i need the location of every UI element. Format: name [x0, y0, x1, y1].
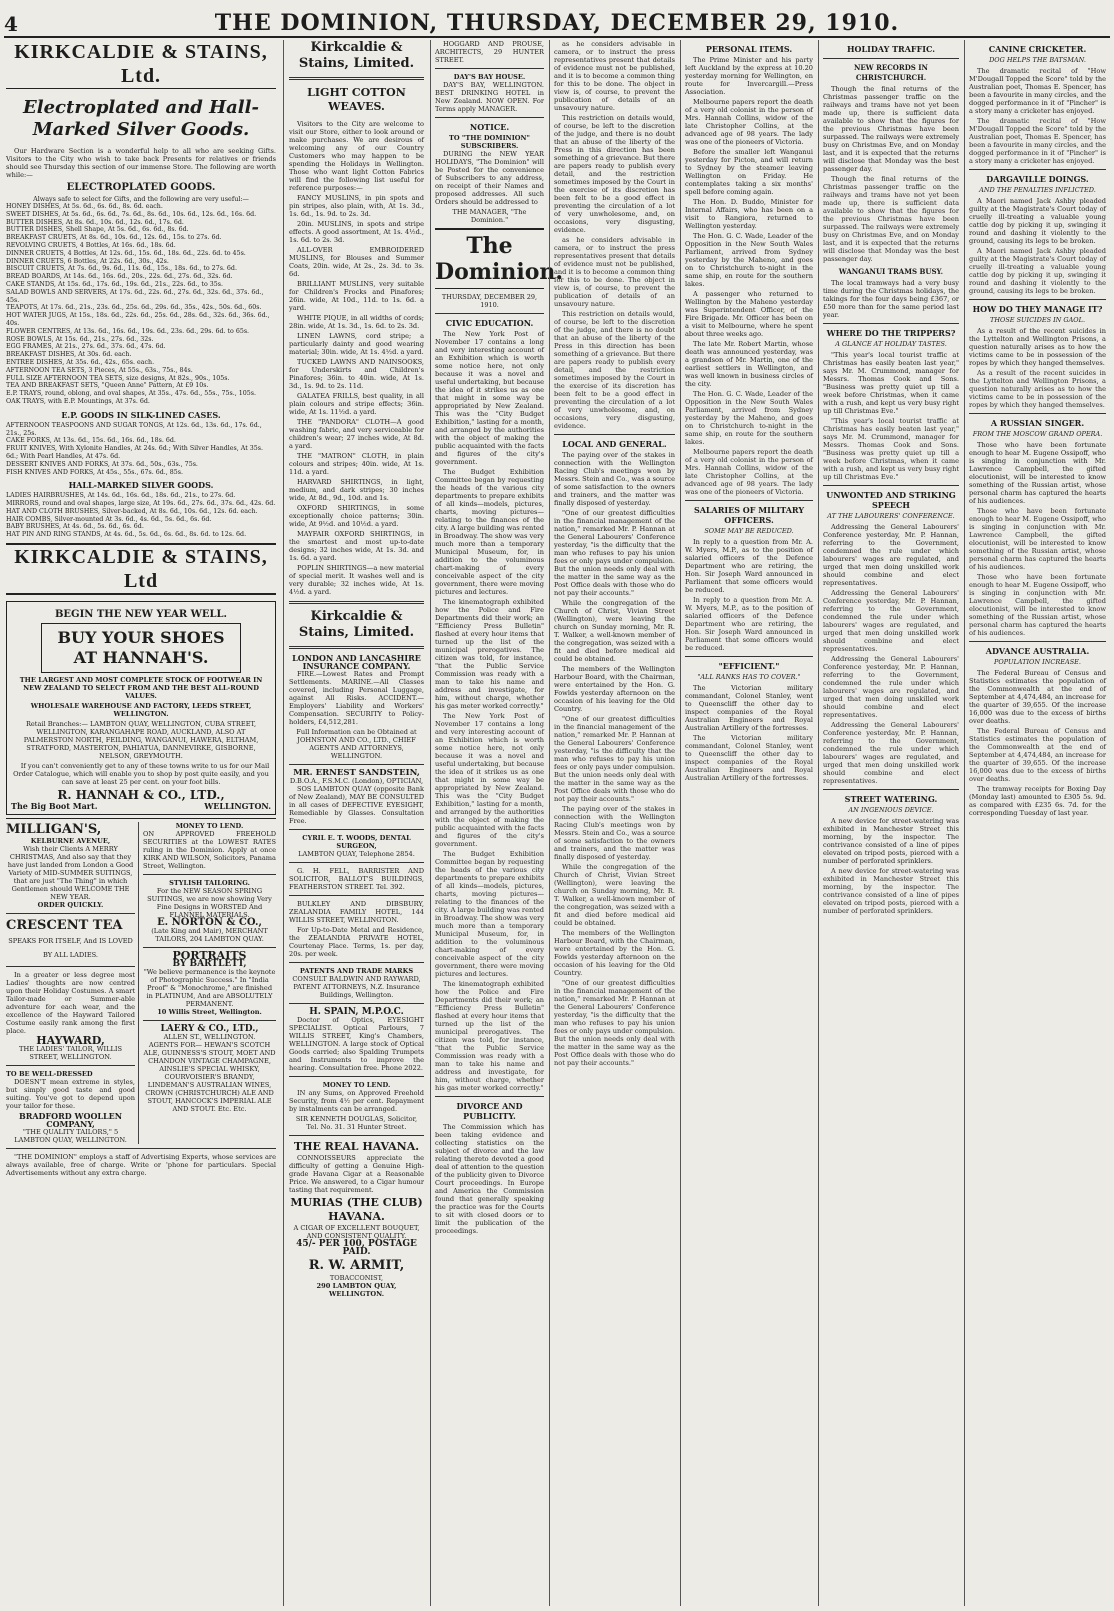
electroplated-section: ELECTROPLATED GOODS. — [66, 182, 216, 193]
personal-paragraph: The Hon. G. C. Wade, Leader of the Opposition in the New South Wales Parliament, arrived from Sydney yesterday by the Maheno, and goes on to Christchurch to-night in the same ship, en route for the southern lakes. — [685, 232, 813, 288]
local-paragraph: The members of the Wellington Harbour Board, with the Chairman, were entertained by the Hon. G. Fowlds yesterday afternoon on the occasion of his leaving for the Old Country. — [554, 665, 675, 713]
civic-paragraph: The New York Post of November 17 contains a long and very interesting account of an Exhibition which is worth some notice here, not only because it was a novel and useful undertaking, but because the idea of it strikes us as one that might in some way be appropriated by New Zealand. This was the "City Budget Exhibition," lasting for a month, and arranged by the authorities with the object of making the public acquainted with the facts and figures of the city's government. — [435, 330, 544, 466]
milligan-body: Wish their Clients A MERRY CHRISTMAS, And also say that they have just landed from London a Good Variety of MID-SUMMER SUITINGS, that are just "The Thing" in which Gentlemen should WELCOME THE NEW YEAR. — [7, 845, 134, 902]
singer-body: Those who have been fortunate enough to hear M. Eugene Ossipoff, who is singing in conjunction with Mr. Lawrence Campbell, the gifted elocutionist, will be interested to know something of the Russian artist, whose personal charm has captured the hearts of his audiences. — [969, 507, 1106, 571]
civic-paragraph: The New York Post of November 17 contains a long and very interesting account of an Exhibition which is worth some notice here, not only because it was a novel and useful undertaking, but because the idea of it strikes us as one that might in some way be appropriated by New Zealand. This was the "City Budget Exhibition," lasting for a month, and arranged by the authorities with the object of making the public acquainted with the facts and figures of the city's government. — [435, 712, 544, 848]
patents-heading: PATENTS AND TRADE MARKS — [299, 967, 414, 975]
hayward-tagline: THE LADIES' TAILOR, WILLIS STREET, WELLINGTON. — [19, 1045, 122, 1062]
column-6 — [818, 40, 963, 1606]
holiday-heading: HOLIDAY TRAFFIC. — [846, 44, 936, 54]
local-paragraph: While the congregation of the Church of Christ, Vivian Street (Wellington), were leaving the church on Sunday morning, Mr. R. T. Walker, a well-known member of the congregation, was seized with a fit and died before medical aid could be obtained. — [554, 863, 675, 927]
price-item: DINNER CRUETS, 6 Bottles, At 22s. 6d., 30s., 42s. — [6, 257, 169, 265]
laery-address: ALLEN ST., WELLINGTON. — [163, 1033, 256, 1042]
money-heading-2: MONEY TO LEND. — [322, 1081, 391, 1089]
bradford-heading: TO BE WELL-DRESSED — [6, 1070, 93, 1079]
patents-body: CONSULT BALDWIN AND RAYWARD, PATENT ATTORNEYS, N.Z. Insurance Buildings, Wellington. — [292, 975, 421, 999]
price-item: ROSE BOWLS, At 15s. 6d., 21s., 27s. 6d., 32s. — [6, 335, 154, 343]
column-5 — [680, 40, 817, 1606]
price-item: BUTTER DISHES, Shell Shape, At 5s. 6d., 6s. 6d., 8s. 6d. — [6, 226, 189, 234]
price-item: BREAD BOARDS, At 14s. 6d., 16s. 6d., 20s., 22s. 6d., 27s. 6d., 32s. 6d. — [6, 273, 233, 281]
price-item: SWEET DISHES, At 5s. 6d., 6s. 6d., 7s. 6d., 8s. 6d., 10s. 6d., 12s. 6d., 16s. 6d. — [6, 210, 257, 218]
hotel-advert: For Up-to-Date Metal and Residence, the ZEALANDIA PRIVATE HOTEL, Courtenay Place. Terms, 1s. per day, 20s. per week. — [289, 926, 424, 958]
advance-heading: ADVANCE AUSTRALIA. — [985, 646, 1090, 656]
singer-body: Those who have been fortunate enough to hear M. Eugene Ossipoff, who is singing in conjunction with Mr. Lawrence Campbell, the gifted elocutionist, will be interested to know something of the Russian artist, whose personal charm has captured the hearts of his audiences. — [969, 441, 1106, 505]
civic-heading: CIVIC EDUCATION. — [445, 318, 534, 328]
kirkcaldie-footer: KIRKCALDIE & STAINS, Ltd — [6, 543, 276, 595]
kirkcaldie-brand-3: Kirkcaldie & Stains, Limited. — [298, 609, 415, 640]
portraits-address: 10 Willis Street, Wellington. — [157, 1008, 262, 1017]
cotton-item: MAYFAIR OXFORD SHIRTINGS, in the smartest and most up-to-date designs; 32 inches wide, At 1s. 3d. and 1s. 6d. a yard. — [289, 530, 424, 562]
hannah-headline: BEGIN THE NEW YEAR WELL. — [54, 609, 228, 621]
unwonted-body: Addressing the General Labourers' Conference yesterday, Mr. P. Hannan, referring to the Government, condemned the rule under which labourers' wages are regulated, and urged that men doing unskilled work should combine and elect representatives. — [823, 721, 959, 785]
money-body-2: IN any Sums, on Approved Freehold Security, from 4½ per cent. Repayment by instalments can be arranged. — [289, 1089, 424, 1113]
insurance-body: FIRE.—Lowest Rates and Prompt Settlements. MARINE.—All Classes covered, including Personal Luggage, against All Risks. ACCIDENT.—Employers' Liability and Workers' Compensation. SECURITY to Policy-holders, £4,512,281. — [289, 670, 424, 726]
column-2 — [283, 40, 429, 1606]
murias-heading: MURIAS (THE CLUB) HAVANA. — [290, 1196, 423, 1223]
hayward-body: In a greater or less degree most Ladies' thoughts are now centred upon their Holiday Costumes. A smart Tailor-made or Summer-able adventure for each wear, and the excellence of the Hayward Tailored Costume easily rank among the first place. — [6, 971, 136, 1036]
personal-heading: PERSONAL ITEMS. — [705, 44, 793, 54]
canine-body: The dramatic recital of "How M'Dougall Topped the Score" told by the Australian poet, Thomas E. Spencer, has been a favourite in many circles, and the dogged performance in it of "Pincher" is a story many a cricketer has enjoyed. — [969, 117, 1106, 165]
hannah-advert — [6, 601, 276, 815]
tramway-body: The tramway receipts for Boxing Day (Monday last) amounted to £305 5s. 9d. as compared with £235 6s. 7d. for the corresponding Tuesday of last year. — [969, 785, 1106, 817]
how-body: As a result of the recent suicides in the Lyttelton and Wellington Prisons, a question naturally arises as to how the victims came to be in possession of the ropes by which they hanged themselves. — [969, 327, 1106, 367]
advance-body: The Federal Bureau of Census and Statistics estimates the population of the Commonwealth at the end of September at 4,474,484, an increase for the quarter of 39,655. Of the increase 16,000 was due to the excess of births over deaths. — [969, 669, 1106, 725]
price-item: MIRRORS, round and oval shapes, large size, At 19s. 6d., 27s. 6d., 37s. 6d., 42s. 6d. — [6, 500, 276, 508]
salaries-body: In reply to a question from Mr. A. W. Myers, M.P., as to the position of salaried officers of the Defence Department who are retiring, the Hon. Sir Joseph Ward announced in Parliament that some officers would be reduced. — [685, 596, 813, 652]
singer-heading: A RUSSIAN SINGER. — [990, 418, 1085, 428]
local-paragraph: The members of the Wellington Harbour Board, with the Chairman, were entertained by the Hon. G. Fowlds yesterday afternoon on the occasion of his leaving for the Old Country. — [554, 929, 675, 977]
personal-paragraph: Melbourne papers report the death of a very old colonist in the person of Mrs. Hannah Collins, widow of the late Christopher Collins, at the advanced age of 98 years. The lady was one of the pioneers of Victoria. — [685, 448, 813, 496]
personal-paragraph: The Hon. G. C. Wade, Leader of the Opposition in the New South Wales Parliament, arrived from Sydney yesterday by the Maheno, and goes on to Christchurch to-night in the same ship, en route for the southern lakes. — [685, 390, 813, 446]
hannah-warehouse: WHOLESALE WAREHOUSE AND FACTORY, LEEDS STREET, WELLINGTON. — [30, 702, 252, 719]
days-bay-body: DAY'S BAY, WELLINGTON. BEST DRINKING HOTEL in New Zealand. NOW OPEN. For Terms apply MANAGER. — [435, 81, 544, 113]
holiday-body: Though the final returns of the Christmas passenger traffic on the railways and trams have not yet been made up, there is sufficient data available to show that the figures for the previous Christmas have been surpassed. The railways were extremely busy on Christmas Eve, and on Monday last, and it is expected that the returns will disclose that Monday was the best passenger day. — [823, 175, 959, 263]
trippers-heading: WHERE DO THE TRIPPERS? — [826, 328, 956, 338]
divorce-body: The Commission which has been taking evidence and collecting statistics on the subject of divorce and the law relating thereto devoted a good deal of attention to the question of the publicity given to Divorce Court proceedings. In Europe and America the Commission found that generally speaking the practice was for the Courts to sit with closed doors or to limit the publication of the proceedings. — [435, 1123, 544, 1235]
local-general-heading: LOCAL AND GENERAL. — [562, 439, 667, 449]
money-signature: SIR KENNETH DOUGLAS, Solicitor, Tel. No. 31. 31 Hunter Street. — [295, 1115, 418, 1131]
local-paragraph: The paying over of the stakes in connection with the Wellington Racing Club's meetings won by Messrs. Stein and Co., was a source of some satisfaction to the owners and trainers, and the matter was finally disposed of yesterday. — [554, 451, 675, 507]
cotton-item: TUCKED LAWNS AND NAINSOOKS, for Underskirts and Children's Pinafores; 36in. to 40in. wide, At 1s. 3d., 1s. 9d. to 2s. 11d. — [289, 358, 424, 390]
how-subheading: THOSE SUICIDES IN GAOL. — [989, 316, 1086, 324]
personal-paragraph: The Prime Minister and his party left Auckland by the express at 10.20 yesterday morning for Wellington, en route for Invercargill.—Press Association. — [685, 56, 813, 96]
column-7 — [964, 40, 1110, 1606]
personal-paragraph: The Hon. D. Buddo, Minister for Internal Affairs, who has been on a visit to Rangiora, returned to Wellington yesterday. — [685, 198, 813, 230]
spain-name: H. SPAIN, M.P.O.C. — [309, 1007, 404, 1017]
holiday-subheading: NEW RECORDS IN CHRISTCHURCH. — [854, 63, 928, 82]
masthead — [4, 8, 1110, 38]
cotton-item: ALL-OVER EMBROIDERED MUSLINS, for Blouses and Summer Coats, 20in. wide, At 2s., 2s. 3d. to 3s. 6d. — [289, 246, 424, 278]
norton-name: E. NORTON & CO., — [157, 917, 262, 929]
salaries-heading: SALARIES OF MILITARY OFFICERS. — [693, 505, 805, 525]
column-4 — [549, 40, 679, 1606]
price-item: FLOWER CENTRES, At 13s. 6d., 16s. 6d., 19s. 6d., 23s. 6d., 29s. 6d. to 65s. — [6, 327, 250, 335]
price-item: BABY BRUSHES, At 4s. 6d., 5s. 6d., 6s. 6d. — [6, 523, 144, 531]
dargaville-subheading: AND THE PENALTIES INFLICTED. — [979, 186, 1096, 194]
sandstein-tagline: D.B.O.A., F.S.M.C. (London), OPTICIAN, — [289, 777, 424, 785]
street-watering-body: A new device for street-watering was exhibited in Manchester Street this morning, by the inspector. The contrivance consisted of a line of pipes elevated on tripod posts, pierced with a number of perforated sprinklers. — [823, 817, 959, 865]
singer-body: Those who have been fortunate enough to hear M. Eugene Ossipoff, who is singing in conjunction with Mr. Lawrence Campbell, the gifted elocutionist, will be interested to know something of the Russian artist, whose personal charm has captured the hearts of his audiences. — [969, 573, 1106, 637]
street-watering-subheading: AN INGENIOUS DEVICE. — [848, 806, 934, 814]
dargaville-heading: DARGAVILLE DOINGS. — [986, 174, 1089, 184]
cotton-list — [289, 194, 424, 596]
notice-body: DURING the NEW YEAR HOLIDAYS, "The Dominion" will be Posted for the convenience of Subscribers to any address, on receipt of their Names and proposed addresses. All such Orders should be addressed to — [435, 150, 544, 206]
milligan-cta: ORDER QUICKLY. — [37, 901, 104, 910]
civic-paragraph: The kinematograph exhibited how the Police and Fire Departments did their work; an "Efficiency Press Bulletin" flashed at every hour items that turned up the list of the municipal prerogatives. The citizen was told, for instance, "that the Public Service Commission was ready with a man to take his name and address and investigate, for him, without charge, whether his gas meter worked correctly." — [435, 980, 544, 1092]
local-paragraph: "One of our greatest difficulties in the financial management of the nation," remarked Mr. P. Hannan at the General Labourers' Conference yesterday, "is the difficulty that the man who refuses to pay his union fees or only pays under compulsion. But the union needs only deal with the matter in the same way as the Post Office deals with those who do not pay their accounts." — [554, 979, 675, 1067]
havana-heading: THE REAL HAVANA. — [293, 1140, 420, 1153]
crescent-tea-body: SPEAKS FOR ITSELF, And IS LOVED BY ALL LADIES. — [8, 937, 133, 960]
hannah-branches: Retail Branches:— LAMBTON QUAY, WELLINGTON, CUBA STREET, WELLINGTON, KARANGAHAPE ROAD, AUCKLAND, ALSO AT PALMERSTON NORTH, FEILDING, WANGANUI, HAWERA, ELTHAM, STRATFORD, MASTERTON, PAHIATUA, DANNEVIRKE, GISBORNE, NELSON, GREYMOUTH. — [23, 720, 259, 761]
cotton-item: HARVARD SHIRTINGS, in light, medium, and dark stripes; 30 inches wide, At 8d., 9d., 10d. and 1s. — [289, 478, 424, 502]
cotton-item: OXFORD SHIRTINGS, in some exceptionally choice patterns; 30in. wide, At 9½d. and 10½d. a yard. — [289, 504, 424, 528]
street-watering-heading: STREET WATERING. — [844, 794, 938, 804]
price-item: DINNER CRUETS, 4 Bottles, At 12s. 6d., 15s. 6d., 18s. 6d., 22s. 6d. to 45s. — [6, 249, 246, 257]
price-item: BREAKFAST DISHES, At 30s. 6d. each. — [6, 351, 132, 359]
price-item: LADIES HAIRBRUSHES, At 14s. 6d., 16s. 6d., 18s. 6d., 21s., to 27s. 6d. — [6, 492, 236, 500]
canine-heading: CANINE CRICKETER. — [988, 44, 1087, 54]
armit-tagline: TOBACCONIST, — [329, 1274, 384, 1282]
editorial-date: THURSDAY, DECEMBER 29, 1910. — [441, 293, 538, 309]
price-item: TEA AND BREAKFAST SETS, "Queen Anne" Pattern, At £9 10s. — [6, 382, 209, 390]
wanganui-subheading: WANGANUI TRAMS BUSY. — [838, 267, 944, 276]
armit-address: 290 LAMBTON QUAY, WELLINGTON. — [316, 1282, 397, 1298]
price-item: HAT AND CLOTH BRUSHES, Silver-backed, At 8s. 6d., 10s. 6d., 12s. 6d. each. — [6, 507, 258, 515]
price-item: HONEY DISHES, At 5s. 6d., 6s. 6d., 8s. 6d. each. — [6, 203, 163, 210]
price-list-3 — [6, 492, 276, 539]
local-paragraph: "One of our greatest difficulties in the financial management of the nation," remarked Mr. P. Hannan at the General Labourers' Conference yesterday, "is the difficulty that the man who refuses to pay his union fees or only pays under compulsion. But the union needs only deal with the matter in the same way as the Post Office deals with those who do not pay their accounts." — [554, 715, 675, 803]
price-item: AFTERNOON TEASPOONS AND SUGAR TONGS, At 12s. 6d., 13s. 6d., 17s. 6d., 21s., 25s. — [6, 421, 262, 437]
price-item: FRUIT KNIVES, With Xylonite Handles, At 24s. 6d.; With Silver Handles, At 35s. 6d.; With Pearl Handles, At 47s. 6d. — [6, 445, 263, 460]
crescent-tea-name: CRESCENT TEA — [6, 918, 123, 934]
civic-paragraph: The Budget Exhibition Committee began by requesting the heads of the various city departments to prepare exhibits of all kinds—models, pictures, charts, moving pictures—relating to the finances of the city. A large building was rented in Broadway. The show was very much more than a temporary Municipal Museum, for, in addition to the voluminous chart-making of every conceivable aspect of the city government, there were moving pictures and lectures. — [435, 850, 544, 978]
singer-subheading: FROM THE MOSCOW GRAND OPERA. — [972, 430, 1103, 438]
dargaville-body: A Maori named Jack Ashby pleaded guilty at the Magistrate's Court today of cruelly ill-treating a valuable young cattle dog by picking it up, swinging it round and dashing it violently to the ground, causing its legs to be broken. — [969, 197, 1106, 245]
intro-text: Our Hardware Section is a wonderful help to all who are seeking Gifts. Visitors to the City who wish to take back Presents for relatives or friends should see Thursday this section of our immense Store. The following are worth while:— — [6, 147, 276, 179]
notice-signature: THE MANAGER, "The Dominion." — [452, 208, 527, 224]
price-item: FULL SIZE AFTERNOON TEA SETS, size designs, At 82s., 90s., 105s. — [6, 374, 230, 382]
trippers-body: "This year's local tourist traffic at Christmas has easily beaten last year," says Mr. M. Crummond, manager for Messrs. Thomas Cook and Sons. "Business was pretty quiet up till a week before Christmas, when it came with a rush, and kept us very busy right up till Christmas Eve." — [823, 417, 959, 481]
price-item: HOT WATER JUGS, At 15s., 18s. 6d., 22s. 6d., 25s. 6d., 28s. 6d., 32s. 6d., 36s. 6d., 40s. — [6, 312, 270, 327]
laery-body: AGENTS FOR— HEWAN'S SCOTCH ALE, GUINNESS'S STOUT, MOET AND CHANDON VINTAGE CHAMPAGNE, AINSLIE'S SPECIAL WHISKY, COURVOISIER'S BRANDY, LINDEMAN'S AUSTRALIAN WINES, CROWN (CHRISTCHURCH) ALE AND STOUT, HANCOCK'S IMPERIAL ALE AND STOUT. Etc. Etc. — [143, 1041, 276, 1114]
personal-paragraph: Melbourne papers report the death of a very old colonist in the person of Mrs. Hannah Collins, widow of the late Christopher Collins, at the advanced age of 98 years. The lady was one of the pioneers of Victoria. — [685, 98, 813, 146]
price-item: BISCUIT CRUETS, At 7s. 6d., 9s. 6d., 11s. 6d., 15s., 18s. 6d., to 27s. 6d. — [6, 265, 237, 273]
section-note: Always safe to select for Gifts, and the following are very useful:— — [33, 195, 249, 203]
milligan-name: MILLIGAN'S, — [6, 822, 102, 838]
electroplated-heading: Electroplated and Hall-Marked Silver Goods. — [23, 97, 259, 140]
how-body: As a result of the recent suicides in the Lyttelton and Wellington Prisons, a question naturally arises as to how the victims came to be in possession of the ropes by which they hanged themselves. — [969, 369, 1106, 409]
article-paragraph: as he considers advisable in camera, or to instruct the press representatives present that details of evidence must not be published, and it is to become a common thing for this to be done. The object in view is, of course, to prevent the publication of details of an unsavoury nature. — [554, 40, 675, 112]
price-item: OAK TRAYS, with E.P. Mountings, At 37s. 6d. — [6, 397, 150, 405]
money-body: ON APPROVED FREEHOLD SECURITIES at the LOWEST RATES ruling in the Dominion. Apply at once KIRK AND WILSON, Solicitors, Panama Street, Wellington. — [143, 830, 276, 871]
civic-paragraph: The kinematograph exhibited how the Police and Fire Departments did their work; an "Efficiency Press Bulletin" flashed at every hour items that turned up the list of the municipal prerogatives. The citizen was told, for instance, "that the Public Service Commission was ready with a man to take his name and address and investigate, for him, without charge, whether his gas meter worked correctly." — [435, 598, 544, 710]
advance-subheading: POPULATION INCREASE. — [994, 658, 1081, 666]
hayward-name: HAYWARD, — [36, 1034, 105, 1048]
column-1 — [4, 40, 282, 1606]
price-item: BREAKFAST CRUETS, At 8s. 6d., 10s. 6d., 12s. 6d., 15s. to 27s. 6d. — [6, 234, 222, 242]
fell-advert: G. H. FELL, BARRISTER AND SOLICITOR, BALLOT'S BUILDINGS, FEATHERSTON STREET. Tel. 392. — [289, 867, 424, 891]
efficient-body: The Victorian military commandant, Colonel Stanley, went to Queenscliff the other day to inspect companies of the Royal Australian Engineers and Royal Australian Artillery of the fortresses. — [685, 684, 813, 732]
stylish-body: For the NEW SEASON SPRING SUITINGS, we are now showing Very Fine Designs in WORSTED And FLANNEL MATERIALS. — [147, 887, 272, 920]
cotton-intro: Visitors to the City are welcome to visit our Store, either to look around or make purchases. We are desirous of welcoming any of our Country Customers who may happen to be spending the Holidays in Wellington. Those who want light Cotton Fabrics will find the following list useful for reference purposes:— — [289, 120, 424, 192]
personal-paragraph: Before the smaller left Wanganui yesterday for Picton, and will return to Sydney by the steamer leaving Wellington on Friday. He contemplates taking a six months' spell before coming again. — [685, 148, 813, 196]
sandstein-body: SOS LAMBTON QUAY (opposite Bank of New Zealand), MAY BE CONSULTED in all cases of DEFECTIVE EYESIGHT, Remediable by Glasses. Consultation Free. — [289, 785, 424, 825]
armit-name: R. W. ARMIT, — [308, 1258, 405, 1273]
hannah-main: BUY YOUR SHOES AT HANNAH'S. — [41, 623, 241, 673]
cotton-item: THE "MATRON" CLOTH, in plain colours and stripes; 40in. wide, At 1s. 11d. a yard. — [289, 452, 424, 476]
price-item: SALAD BOWLS AND SERVERS, At 17s. 6d., 22s. 6d., 27s. 6d., 32s. 6d., 37s. 6d., 45s. — [6, 288, 264, 304]
hoggard-advert: HOGGARD AND PROUSE, ARCHITECTS, 29 HUNTER STREET. — [435, 40, 544, 64]
article-paragraph: as he considers advisable in camera, or to instruct the press representatives present that details of evidence must not be published, and it is to become a common thing for this to be done. The object in view is, of course, to prevent the publication of details of an unsavoury nature. — [554, 236, 675, 308]
unwonted-body: Addressing the General Labourers' Conference yesterday, Mr. P. Hannan, referring to the Government, condemned the rule under which labourers' wages are regulated, and urged that men doing unskilled work should combine and elect representatives. — [823, 655, 959, 719]
unwonted-body: Addressing the General Labourers' Conference yesterday, Mr. P. Hannan, referring to the Government, condemned the rule under which labourers' wages are regulated, and urged that men doing unskilled work should combine and elect representatives. — [823, 523, 959, 587]
zealandia-advert: BULKLEY AND DIBSBURY, ZEALANDIA FAMILY HOTEL, 144 WILLIS STREET, WELLINGTON. — [289, 900, 424, 924]
murias-body: A CIGAR OF EXCELLENT BOUQUET, AND CONSISTENT QUALITY. — [293, 1224, 420, 1240]
efficient-heading: "EFFICIENT." — [718, 661, 780, 671]
cotton-item: 20in. MUSLINS, in spots and stripe effects. A good assortment, At 1s. 4½d., 1s. 6d. to 2s. 3d. — [289, 220, 424, 244]
unwonted-heading: UNWONTED AND STRIKING SPEECH — [826, 490, 956, 510]
kirkcaldie-brand-2: Kirkcaldie & Stains, Limited. — [298, 40, 415, 71]
price-list-1 — [6, 203, 276, 406]
price-item: E.P. TRAYS, round, oblong, and oval shapes, At 35s., 47s. 6d., 55s., 75s., 105s. — [6, 390, 256, 398]
kirkcaldie-brand: KIRKCALDIE & STAINS, Ltd. — [6, 40, 276, 89]
hannah-note: If you can't conveniently get to any of these towns write to us for our Mail Order Catalogue, which will enable you to shop by post quite easily, and you can save at least 25 per cent. on your foot bills. — [13, 762, 270, 787]
woods-address: LAMBTON QUAY, Telephone 2854. — [298, 850, 415, 858]
insurance-name: LONDON AND LANCASHIRE INSURANCE COMPANY. — [292, 653, 421, 671]
page-number: 4 — [4, 12, 18, 36]
dominion-advert-note: "THE DOMINION" employs a staff of Advertising Experts, whose services are always available, free of charge. Write or 'phone for particulars. Special Advertisements without any extra charge. — [6, 1153, 276, 1178]
advance-body: The Federal Bureau of Census and Statistics estimates the population of the Commonwealth at the end of September at 4,474,484, an increase for the quarter of 39,655. Of the increase 16,000 was due to the excess of births over deaths. — [969, 727, 1106, 783]
price-item: CAKE FORKS, At 13s. 6d., 15s. 6d., 16s. 6d., 18s. 6d. — [6, 437, 176, 445]
hannah-body: THE LARGEST AND MOST COMPLETE STOCK OF FOOTWEAR IN NEW ZEALAND TO SELECT FROM AND THE BEST ALL-ROUND VALUES. — [19, 676, 263, 701]
price-item: CAKE STANDS, At 15s. 6d., 17s. 6d., 19s. 6d., 21s., 22s. 6d., to 35s. — [6, 280, 223, 288]
hannah-city: WELLINGTON. — [204, 801, 271, 812]
newspaper-title: THE DOMINION, THURSDAY, DECEMBER 29, 1910. — [214, 10, 900, 36]
cased-goods-section: E.P. GOODS IN SILK-LINED CASES. — [61, 409, 221, 420]
canine-body: The dramatic recital of "How M'Dougall Topped the Score" told by the Australian poet, Thomas E. Spencer, has been a favourite in many circles, and the dogged performance in it of "Pincher" is a story many a cricketer has enjoyed. — [969, 67, 1106, 115]
bradford-name: BRADFORD WOOLLEN COMPANY, — [18, 1111, 123, 1130]
price-item: HAT PIN AND RING STANDS, At 4s. 6d., 5s. 6d., 6s. 6d., 8s. 6d. to 12s. 6d. — [6, 531, 247, 539]
article-paragraph: This restriction on details would, of course, be left to the discretion of the judge, and there is no doubt that an abuse of the liberty of the Press in this direction has been something of a grievance. But there are papers ready to publish every detail, and the restriction sometimes imposed by the Court in the exercise of its discretion has been felt to be a good effect in preventing the circulation of a lot of very unwholesome, and, on occasions, very disgusting, evidence. — [554, 310, 675, 430]
laery-name: LAERY & CO., LTD., — [160, 1024, 259, 1035]
dargaville-body: A Maori named Jack Ashby pleaded guilty at the Magistrate's Court today of cruelly ill-treating a valuable young cattle dog by picking it up, swinging it round and dashing it violently to the ground, causing its legs to be broken. — [969, 247, 1106, 295]
efficient-body: The Victorian military commandant, Colonel Stanley, went to Queenscliff the other day to inspect companies of the Royal Australian Engineers and Royal Australian Artillery of the fortresses. — [685, 734, 813, 782]
bradford-body: DOESN'T mean extreme in styles, but simply good taste and good suiting. You've got to depend upon your tailor for these. — [6, 1078, 136, 1111]
dominion-title: The Dominion. — [435, 228, 544, 289]
murias-price: 45/- PER 100, POSTAGE PAID. — [296, 1239, 417, 1257]
hannah-name: R. HANNAH & CO., LTD., — [57, 788, 225, 803]
spain-body: Doctor of Optics, EYESIGHT SPECIALIST. Optical Parlours, 7 WILLIS STREET, King's Chambers, WELLINGTON. A large stock of Optical Goods carried; also Spalding Trumpets and Instruments to improve the hearing. Consultation free. Phone 2022. — [289, 1016, 424, 1072]
article-paragraph: This restriction on details would, of course, be left to the discretion of the judge, and there is no doubt that an abuse of the liberty of the Press in this direction has been something of a grievance. But there are papers ready to publish every detail, and the restriction sometimes imposed by the Court in the exercise of its discretion has been felt to be a good effect in preventing the circulation of a lot of very unwholesome, and, on occasions, very disgusting, evidence. — [554, 114, 675, 234]
price-item: ENTREE DISHES, At 35s. 6d., 42s., 65s. each. — [6, 358, 155, 366]
holiday-body: Though the final returns of the Christmas passenger traffic on the railways and trams have not yet been made up, there is sufficient data available to show that the figures for the previous Christmas have been surpassed. The railways were extremely busy on Christmas Eve, and on Monday last, and it is expected that the returns will disclose that Monday was the best passenger day. — [823, 85, 959, 173]
hannah-tagline: The Big Boot Mart. — [11, 801, 98, 812]
woods-name: CYRIL E. T. WOODS, DENTAL SURGEON, — [302, 834, 411, 850]
price-item: BUTTER DISHES, At 8s. 6d., 10s. 6d., 12s. 6d., 17s. 6d. — [6, 218, 184, 226]
price-item: FISH KNIVES AND FORKS, At 45s., 55s., 67s. 6d., 85s. — [6, 468, 184, 476]
wanganui-body: The local tramways had a very busy time during the Christmas holidays, the takings for the four days being £367, or £50 more than for the same period last year. — [823, 279, 959, 319]
street-watering-body: A new device for street-watering was exhibited in Manchester Street this morning, by the inspector. The contrivance consisted of a line of pipes elevated on tripod posts, pierced with a number of perforated sprinklers. — [823, 867, 959, 915]
days-bay-heading: DAY'S BAY HOUSE. — [453, 73, 526, 81]
civic-paragraph: The Budget Exhibition Committee began by requesting the heads of the various city departments to prepare exhibits of all kinds—models, pictures, charts, moving pictures—relating to the finances of the city. A large building was rented in Broadway. The show was very much more than a temporary Municipal Museum, for, in addition to the voluminous chart-making of every conceivable aspect of the city government, there were moving pictures and lectures. — [435, 468, 544, 596]
notice-subheading: TO "THE DOMINION" SUBSCRIBERS. — [448, 134, 530, 150]
sandstein-name: MR. ERNEST SANDSTEIN, — [293, 768, 420, 778]
cotton-item: GALATEA FRILLS, best quality, in all plain colours and stripe effects; 36in. wide, At 1s. 11½d. a yard. — [289, 392, 424, 416]
trippers-subheading: A GLANCE AT HOLIDAY TASTES. — [835, 340, 947, 348]
milligan-address: KELBURNE AVENUE, — [30, 837, 111, 846]
stylish-heading: STYLISH TAILORING. — [169, 879, 250, 888]
price-item: DESSERT KNIVES AND FORKS, At 37s. 6d., 50s., 63s., 75s. — [6, 460, 198, 468]
divorce-heading: DIVORCE AND PUBLICITY. — [456, 1101, 523, 1121]
price-list-2 — [6, 422, 276, 477]
unwonted-subheading: AT THE LABOURERS' CONFERENCE. — [827, 512, 955, 520]
personal-paragraph: A passenger who returned to Wellington by the Maheno yesterday was Superintendent Officer, of the Fire Brigade. Mr. Officer has been on a visit to Melbourne, where he spent about three weeks ago. — [685, 290, 813, 338]
norton-tagline: (Late King and Mair), MERCHANT TAILORS, 204 LAMBTON QUAY. — [151, 927, 268, 944]
silver-goods-section: HALL-MARKED SILVER GOODS. — [68, 480, 214, 491]
local-paragraph: "One of our greatest difficulties in the financial management of the nation," remarked Mr. P. Hannan at the General Labourers' Conference yesterday, "is the difficulty that the man who refuses to pay his union fees or only pays under compulsion. But the union needs only deal with the matter in the same way as the Post Office deals with those who do not pay their accounts." — [554, 509, 675, 597]
efficient-subheading: "ALL RANKS HAS TO COVER." — [697, 673, 801, 681]
portraits-heading: PORTRAITS — [172, 949, 247, 963]
canine-subheading: DOG HELPS THE BATSMAN. — [989, 56, 1086, 64]
personal-paragraph: The late Mr. Robert Martin, whose death was announced yesterday, was a grandson of Mr. Martin, one of the earliest settlers in Wellington, and was well known in business circles of the city. — [685, 340, 813, 388]
how-heading: HOW DO THEY MANAGE IT? — [972, 304, 1103, 314]
portraits-by: BY BARTLETT, — [172, 959, 247, 970]
local-paragraph: The paying over of the stakes in connection with the Wellington Racing Club's meetings won by Messrs. Stein and Co., was a source of some satisfaction to the owners and trainers, and the matter was finally disposed of yesterday. — [554, 805, 675, 861]
cotton-item: FANCY MUSLINS, in pin spots and pin stripes, also plain, with, At 1s. 3d., 1s. 6d., 1s. 9d. to 2s. 3d. — [289, 194, 424, 218]
salaries-subheading: SOME MAY BE REDUCED. — [704, 527, 794, 535]
bradford-tagline: "THE QUALITY TAILORS," 5 LAMBTON QUAY, WELLINGTON. — [14, 1128, 127, 1145]
cotton-item: LINEN LAWNS, cord stripe; a particularly dainty and good wearing material; 30in. wide, At 1s. 4½d. a yard. — [289, 332, 424, 356]
price-item: TEAPOTS, At 17s. 6d., 21s., 23s. 6d., 25s. 6d., 29s. 6d., 35s., 42s., 50s. 6d., 60s. — [6, 304, 262, 312]
price-item: HAIR COMBS, Silver-mounted At 3s. 6d., 4s. 6d., 5s. 6d., 6s. 6d. — [6, 515, 212, 523]
cotton-item: BRILLIANT MUSLINS, very suitable for Children's Frocks and Pinafores; 26in. wide, At 10d., 11d. to 1s. 6d. a yard. — [289, 280, 424, 312]
price-item: AFTERNOON TEA SETS, 3 Pieces, At 55s., 63s., 75s., 84s. — [6, 366, 193, 374]
column-3 — [430, 40, 564, 1606]
unwonted-body: Addressing the General Labourers' Conference yesterday, Mr. P. Hannan, referring to the Government, condemned the rule under which labourers' wages are regulated, and urged that men doing unskilled work should combine and elect representatives. — [823, 589, 959, 653]
trippers-body: "This year's local tourist traffic at Christmas has easily beaten last year," says Mr. M. Crummond, manager for Messrs. Thomas Cook and Sons. "Business was pretty quiet up till a week before Christmas, when it came with a rush, and kept us very busy right up till Christmas Eve." — [823, 351, 959, 415]
salaries-body: In reply to a question from Mr. A. W. Myers, M.P., as to the position of salaried officers of the Defence Department who are retiring, the Hon. Sir Joseph Ward announced in Parliament that some officers would be reduced. — [685, 538, 813, 594]
cotton-heading: LIGHT COTTON WEAVES. — [307, 86, 406, 113]
price-item: REVOLVING CRUETS, 4 Bottles, At 16s. 6d., 18s. 6d. — [6, 241, 176, 249]
price-item: EGG FRAMES, At 21s., 27s. 6d., 37s. 6d., 47s. 6d. — [6, 343, 166, 351]
cotton-item: THE "PANDORA" CLOTH—A good washing fabric, and very serviceable for children's wear; 27 inches wide, At 8d. a yard. — [289, 418, 424, 450]
havana-body: CONNOISSEURS appreciate the difficulty of getting a Genuine High-grade Havana Cigar at a Reasonable Price. We answered, to a Cigar humour tasting that requirement. — [289, 1154, 424, 1194]
local-paragraph: While the congregation of the Church of Christ, Vivian Street (Wellington), were leaving the church on Sunday morning, Mr. R. T. Walker, a well-known member of the congregation, was seized with a fit and died before medical aid could be obtained. — [554, 599, 675, 663]
portraits-body: "We believe permanence is the keynote of Photographic Success." In "India Proof" & "Monochrome," are finished in PLATINUM, And are ABSOLUTELY PERMANENT. — [143, 968, 276, 1009]
money-heading: MONEY TO LEND. — [175, 822, 244, 831]
insurance-footer: Full Information can be Obtained at JOHNSTON AND CO., LTD., CHIEF AGENTS AND ATTORNEYS, WELLINGTON. — [296, 728, 417, 760]
notice-heading: NOTICE. — [469, 122, 510, 132]
cotton-item: POPLIN SHIRTINGS—a new material of special merit. It washes well and is very durable; 32 inches wide, At 1s. 4½d. a yard. — [289, 564, 424, 596]
cotton-item: WHITE PIQUE, in all widths of cords; 28in. wide, At 1s. 3d., 1s. 6d. to 2s. 3d. — [289, 314, 424, 330]
